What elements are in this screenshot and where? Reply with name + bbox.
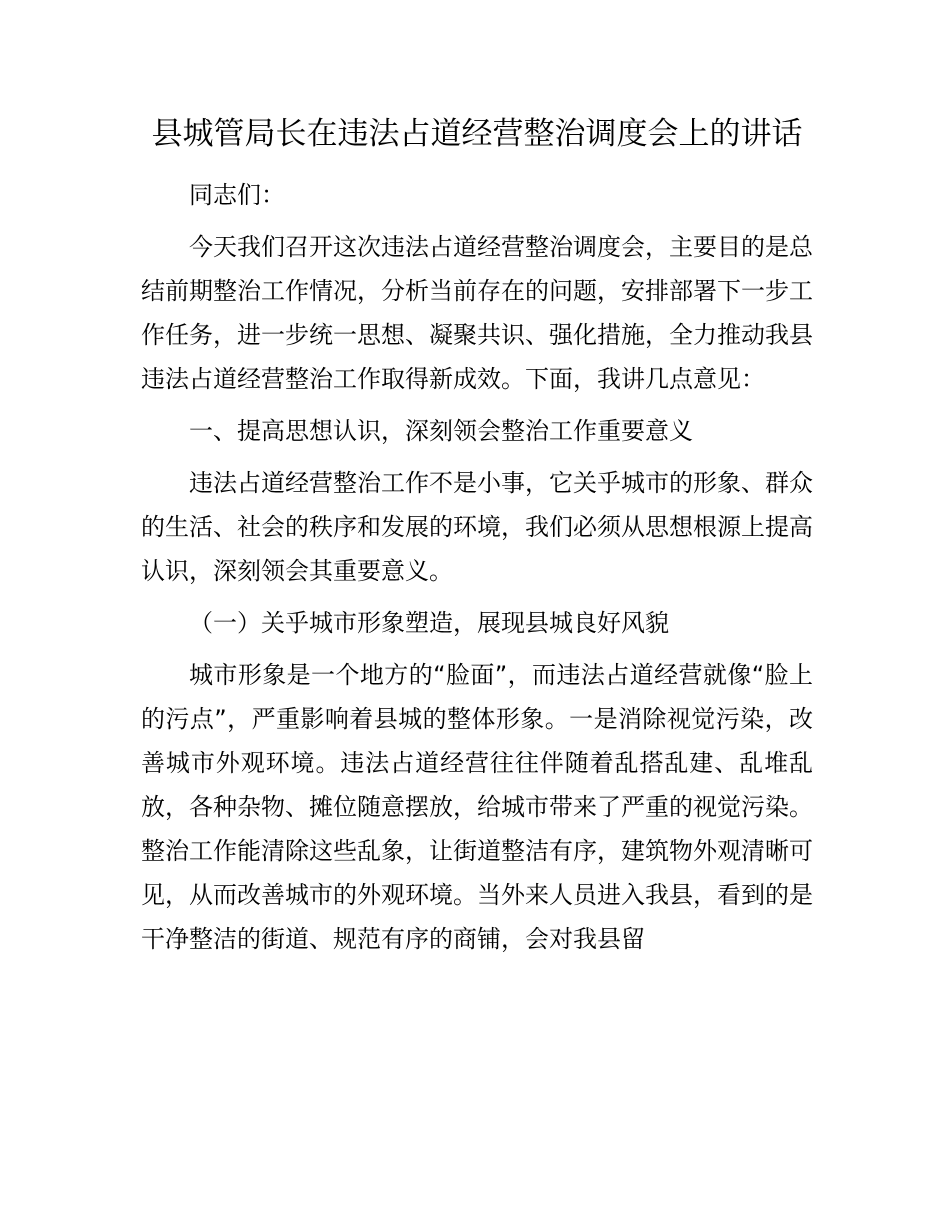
subsection-1-paragraph: 城市形象是一个地方的“脸面”，而违法占道经营就像“脸上的污点”，严重影响着县城的整体形象。一是消除视觉污染，改善城市外观环境。违法占道经营往往伴随着乱搭乱建、乱堆乱放，各种杂物、摊位随意摆放，给城市带来了严重的视觉污染。整治工作能清除这些乱象，让街道整洁有序，建筑物外观清晰可见，从而改善城市的外观环境。当外来人员进入我县，看到的是干净整洁的街道、规范有序的商铺，会对我县留 xyxy=(141,661,813,953)
salutation: 同志们： xyxy=(189,181,285,209)
section-1-heading: 一、提高思想认识，深刻领会整治工作重要意义 xyxy=(189,417,693,445)
section-1-paragraph: 违法占道经营整治工作不是小事，它关乎城市的形象、群众的生活、社会的秩序和发展的环境，我们必须从思想根源上提高认识，深刻领会其重要意义。 xyxy=(141,469,813,585)
subsection-1-heading: （一）关乎城市形象塑造，展现县城良好风貌 xyxy=(189,609,669,637)
document-title: 县城管局长在违法占道经营整治调度会上的讲话 xyxy=(151,116,803,152)
document-page xyxy=(141,112,813,961)
intro-paragraph: 今天我们召开这次违法占道经营整治调度会，主要目的是总结前期整治工作情况，分析当前存在的问题，安排部署下一步工作任务，进一步统一思想、凝聚共识、强化措施，全力推动我县违法占道经营整治工作取得新成效。下面，我讲几点意见： xyxy=(141,233,813,393)
